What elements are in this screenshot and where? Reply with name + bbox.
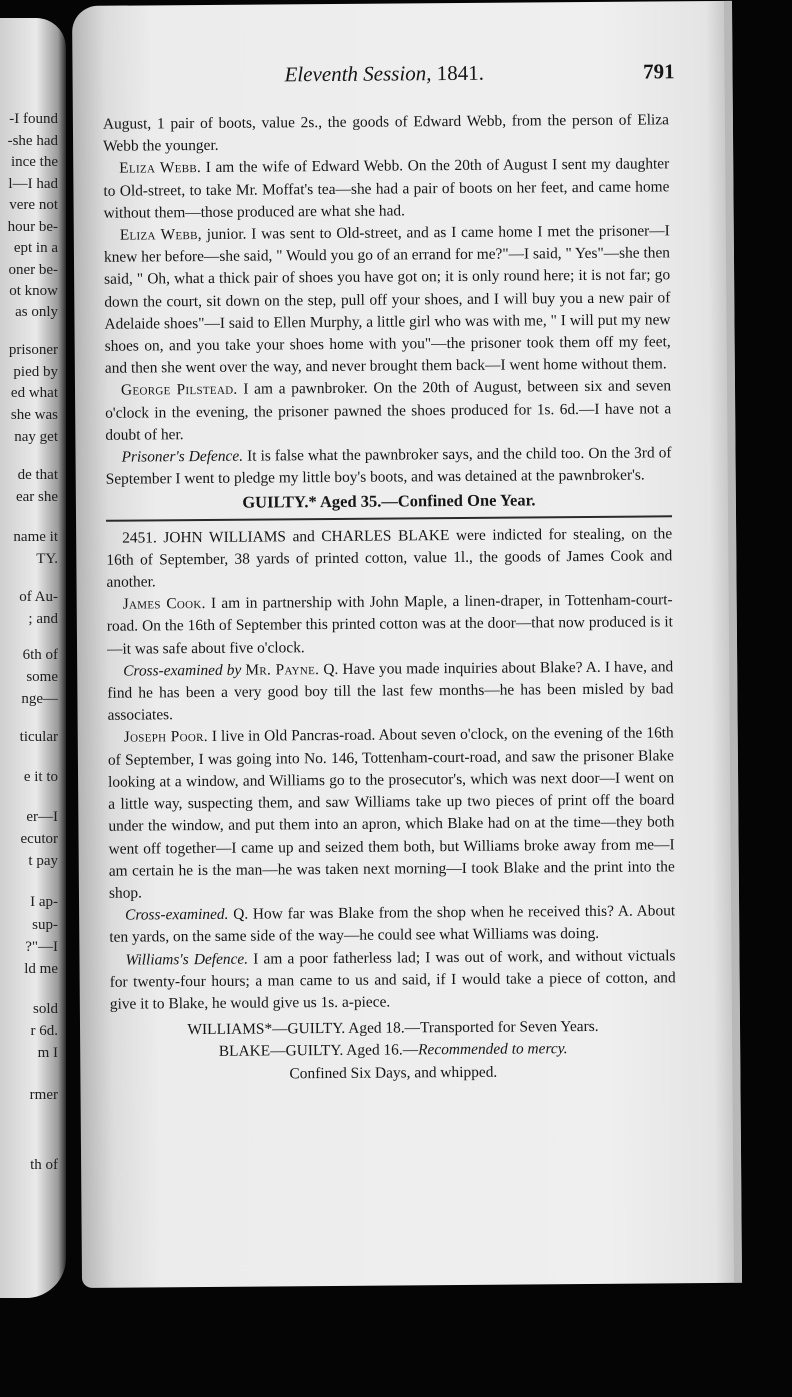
left-page-fragment: 6th of — [22, 647, 58, 663]
left-page-fragment: t pay — [28, 853, 58, 869]
left-page-fragment: ld me — [24, 961, 58, 977]
left-page-fragment: as only — [15, 304, 58, 320]
left-page-fragment: she was — [10, 407, 58, 423]
page-header — [72, 59, 732, 94]
left-page-fragment: l—I had — [8, 176, 58, 192]
left-page-fragment: prisoner — [8, 342, 58, 358]
left-page-fragment: ept in a — [13, 240, 58, 256]
case1-opening: August, 1 pair of boots, value 2s., the goods of Edward Webb, from the person of Eliza Webb the younger. — [102, 111, 669, 155]
left-page-fragment: ; and — [28, 611, 58, 627]
cross-exam-label: Cross-examined. — [125, 905, 229, 924]
left-page-fragment: some — [26, 669, 58, 685]
running-head: Eleventh Session, 1841. — [284, 60, 485, 87]
left-page-fragment: -she had — [7, 133, 58, 149]
left-page-fragment: ed what — [10, 385, 58, 401]
case2-testimony-2: Joseph Poor. I live in Old Pancras-road. About seven o'clock, on the evening of the 16th of September, I was going into No. 146, Tottenham-court-road, and saw the prisoner Blake looking at a window, and Williams go to the prosecutor's, which was next door—I went on a little way, suspecting them, and saw Williams take up two pieces of print off the board under the window, and put them into an apron, which Blake had on at the time—they both went off together—I came up and seized them both, but Williams broke away from me—I am certain he is the man—he was taken next morning—I took Blake and the print into the shop. — [107, 724, 675, 902]
witness-name: Joseph Poor. — [123, 728, 208, 747]
left-page-fragment: name it — [13, 529, 58, 545]
left-page-fragment: pied by — [13, 364, 58, 380]
witness-name: James Cook. — [122, 595, 206, 613]
left-page-fragment: th of — [30, 1157, 58, 1173]
left-page-fragment: sold — [32, 1001, 58, 1017]
case2-cross-exam-1: Cross-examined by Mr. Payne. Q. Have you made inquiries about Blake? A. I have, and find he has been a very good boy till the last few months—he has been misled by bad associates. — [107, 658, 674, 725]
left-page-fragment: ot know — [9, 283, 58, 299]
left-page-fragment: vere not — [9, 197, 58, 213]
defence-label: Williams's Defence. — [125, 950, 249, 969]
left-page-fragment: of Au- — [19, 589, 58, 605]
left-page-fragment: ear she — [15, 489, 58, 505]
case2-defence: Williams's Defence. I am a poor fatherless lad; I was out of work, and without victuals for twenty-four hours; a man came to us and said, if I would take a piece of cotton, and give it to Blake, he would give us 1s. a-piece. — [109, 946, 676, 1013]
left-page-fragment: ince the — [10, 154, 58, 170]
case1-defence: Prisoner's Defence. It is false what the pawnbroker says, and the child too. On the 3rd of September I went to pledge my little boy's boots, and was detained at the pawnbroker's. — [105, 444, 672, 488]
header-year: 1841. — [436, 60, 485, 86]
left-page-fragment: oner be- — [8, 262, 58, 278]
case1-testimony-1: Eliza Webb. I am the wife of Edward Webb. On the 20th of August I sent my daughter to Old-street, to take Mr. Moffat's tea—she had a pair of boots on her feet, and came home without them—those produced are what she had. — [103, 155, 670, 222]
book-page — [72, 1, 742, 1288]
case2-testimony-1: James Cook. I am in partnership with John Maple, a linen-draper, in Tottenham-court-road. On the 16th of September this printed cotton was at the door—that now produced is it—it was safe about five o'clock. — [106, 591, 673, 658]
counsel-name: Mr. Payne. — [245, 660, 320, 679]
page-body — [103, 109, 677, 1086]
case1-testimony-2: Eliza Webb, junior. I was sent to Old-street, and as I came home I met the prisoner—I knew her before—she said, " Would you go of an errand for me?"—I said, " Yes"—she then said, " Oh, what a thick pair of shoes you have got on; it is only round here; it is not far; go down the court, sit down on the step, pull off your shoes, and I will buy you a new pair of Adelaide shoes"—I said to Ellen Murphy, a little girl who was with me, " I will put my new shoes on, and you take your shoes home with you"—the prisoner took them off my feet, and then she went over the way, and never brought them back—I went home without them. — [103, 222, 671, 377]
left-facing-page — [0, 18, 66, 1298]
witness-name: Eliza Webb, — [119, 226, 202, 244]
left-page-fragment: TY. — [36, 551, 58, 567]
left-page-fragment: nay get — [14, 429, 58, 445]
left-page-fragment: nge— — [21, 691, 58, 707]
left-page-fragment: -I found — [9, 111, 58, 127]
witness-name: George Pilstead. — [120, 381, 238, 400]
left-page-fragment: de that — [17, 467, 58, 483]
left-page-fragment: ecutor — [20, 831, 58, 847]
case2-cross-exam-2: Cross-examined. Q. How far was Blake from the shop when he received this? A. About ten yards, on the same side of the way—he could see what Williams was doing. — [109, 902, 676, 947]
left-page-fragment: rmer — [29, 1087, 58, 1103]
page-number: 791 — [642, 59, 675, 84]
left-page-fragment: er—I — [26, 809, 58, 825]
case2-opening: 2451. JOHN WILLIAMS and CHARLES BLAKE were indicted for stealing, on the 16th of September, 38 yards of printed cotton, value 1l., the goods of James Cook and another. — [106, 524, 673, 591]
left-page-fragment: e it to — [23, 769, 58, 785]
left-page-fragment: r 6d. — [30, 1023, 58, 1039]
left-page-fragment: ?"—I — [25, 939, 58, 955]
case2-verdict-williams: WILLIAMS*—GUILTY. Aged 18.—Transported for Seven Years. — [187, 1018, 599, 1039]
left-page-fragment: ticular — [19, 729, 58, 745]
case1-testimony-3: George Pilstead. I am a pawnbroker. On the 20th of August, between six and seven o'clock in the evening, the prisoner pawned the shoes produced for 1s. 6d.—I have not a doubt of her. — [105, 377, 672, 444]
left-page-fragment: I ap- — [30, 894, 58, 910]
defence-label: Prisoner's Defence. — [121, 447, 244, 466]
case2-verdict-blake-sentence: Confined Six Days, and whipped. — [289, 1063, 498, 1082]
left-page-fragment: m I — [37, 1045, 58, 1061]
case2-verdict-blake: BLAKE—GUILTY. Aged 16.—Recommended to mercy. — [218, 1040, 568, 1061]
cross-exam-label: Cross-examined by — [123, 661, 242, 680]
left-page-fragment: hour be- — [7, 219, 58, 235]
left-page-fragment: sup- — [32, 917, 58, 933]
case1-verdict: GUILTY.* Aged 35.—Confined One Year. — [242, 490, 536, 513]
case-divider — [106, 515, 672, 521]
witness-name: Eliza Webb. — [119, 159, 202, 178]
